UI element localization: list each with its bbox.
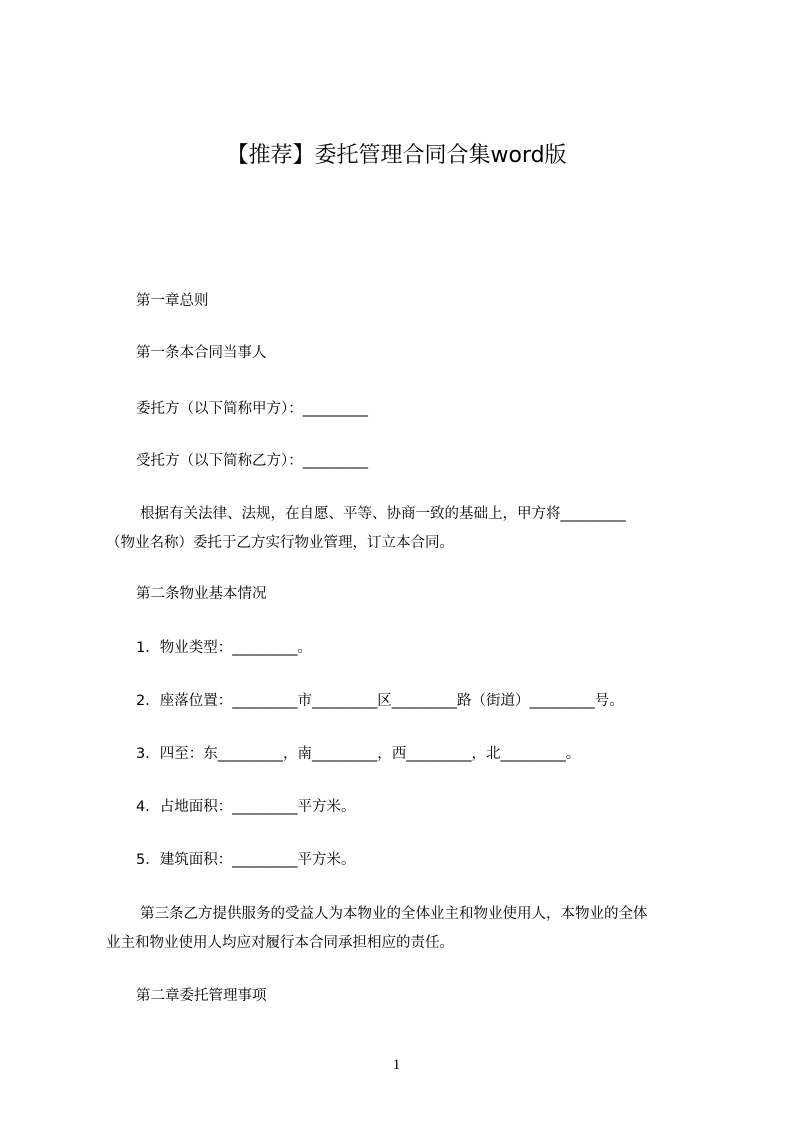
article-beneficiary-line-1: 第三条乙方提供服务的受益人为本物业的全体业主和物业使用人，本物业的全体: [140, 906, 648, 922]
land-area-item: 4．占地面积：_________平方米。: [136, 799, 356, 815]
chapter-heading-management: 第二章委托管理事项: [136, 988, 267, 1004]
article-parties-heading: 第一条本合同当事人: [136, 345, 267, 361]
party-a-line: 委托方（以下简称甲方）：_________: [136, 401, 368, 417]
property-boundaries-item: 3．四至：东_________，南_________，西_________，北_________。: [136, 746, 581, 762]
party-b-line: 受托方（以下简称乙方）：_________: [136, 453, 368, 469]
chapter-heading-general: 第一章总则: [136, 293, 209, 309]
document-title: 【推荐】委托管理合同合集word版: [226, 143, 567, 168]
property-location-item: 2．座落位置：_________市_________区_________路（街道）_________号。: [136, 693, 624, 709]
page-number: 1: [392, 1057, 401, 1073]
basis-paragraph-line-2: （物业名称）委托于乙方实行物业管理，订立本合同。: [106, 535, 454, 551]
article-property-heading: 第二条物业基本情况: [136, 586, 267, 602]
article-beneficiary-line-2: 业主和物业使用人均应对履行本合同承担相应的责任。: [106, 935, 454, 951]
property-type-item: 1．物业类型：_________。: [136, 640, 312, 656]
building-area-item: 5．建筑面积：_________平方米。: [136, 852, 356, 868]
basis-paragraph-line-1: 根据有关法律、法规，在自愿、平等、协商一致的基础上，甲方将_________: [140, 506, 626, 522]
